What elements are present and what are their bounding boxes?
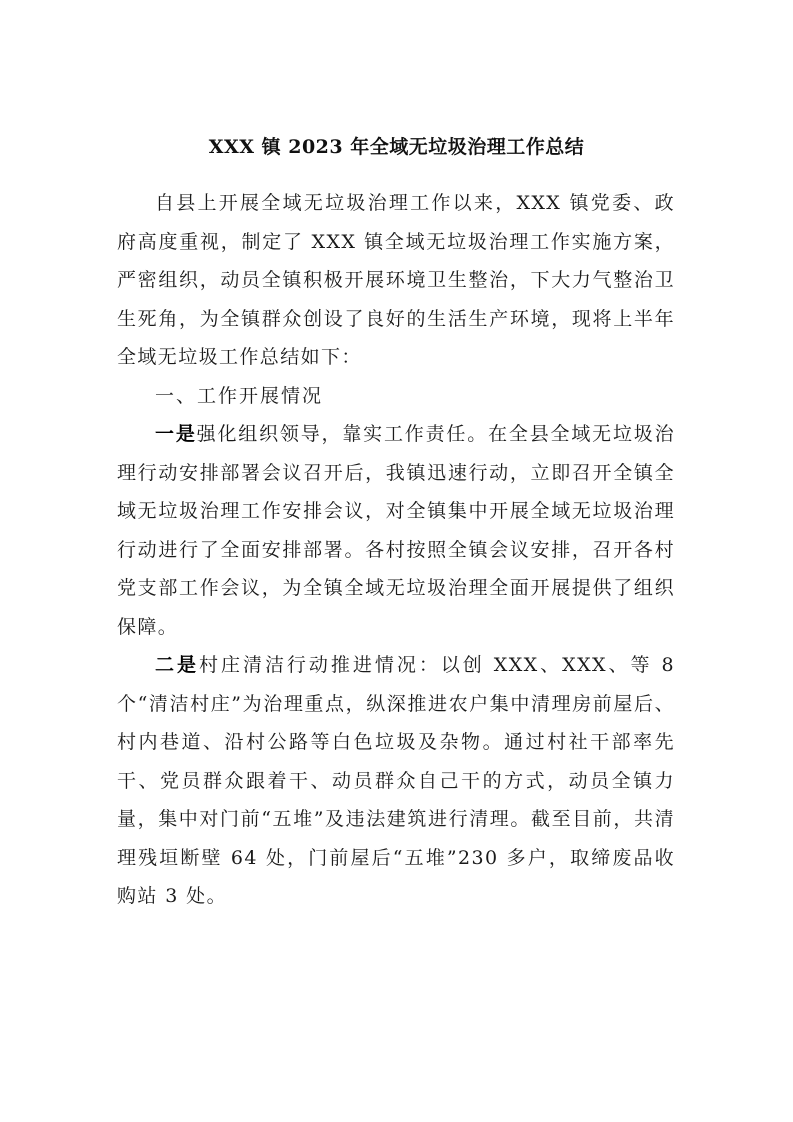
section-heading: 一、工作开展情况 — [155, 384, 324, 407]
item-two-text: 村庄清洁行动推进情况：以创 XXX、XXX、等 8 个“清洁村庄”为治理重点，纵深推进农户集中清理房前屋后、村内巷道、沿村公路等白色垃圾及杂物。通过村社干部率先干、党员群众跟着干、动员群众自己干的方式，动员全镇力量，集中对门前“五堆”及违法建筑进行清理。截至目前，共清理残垣断壁 64 处，门前屋后“五堆”230 多户，取缔废品收购站 3 处。 — [117, 654, 676, 907]
item-one-lead: 一是 — [155, 423, 197, 445]
item-one-paragraph — [117, 415, 675, 646]
document-title: XXX 镇 2023 年全域无垃圾治理工作总结 — [208, 136, 585, 158]
intro-paragraph: 自县上开展全域无垃圾治理工作以来，XXX 镇党委、政府高度重视，制定了 XXX 镇全域无垃圾治理工作实施方案，严密组织，动员全镇积极开展环境卫生整治，下大力气整治卫生死角，为全镇群众创设了良好的生活生产环境，现将上半年全域无垃圾工作总结如下： — [117, 192, 675, 368]
item-two-paragraph — [117, 646, 675, 916]
document-body — [117, 184, 675, 916]
item-two-lead: 二是 — [155, 654, 199, 676]
item-one-text: 强化组织领导，靠实工作责任。在全县全域无垃圾治理行动安排部署会议召开后，我镇迅速行动，立即召开全镇全域无垃圾治理工作安排会议，对全镇集中开展全域无垃圾治理行动进行了全面安排部署。各村按照全镇会议安排，召开各村党支部工作会议，为全镇全域无垃圾治理全面开展提供了组织保障。 — [117, 423, 675, 638]
